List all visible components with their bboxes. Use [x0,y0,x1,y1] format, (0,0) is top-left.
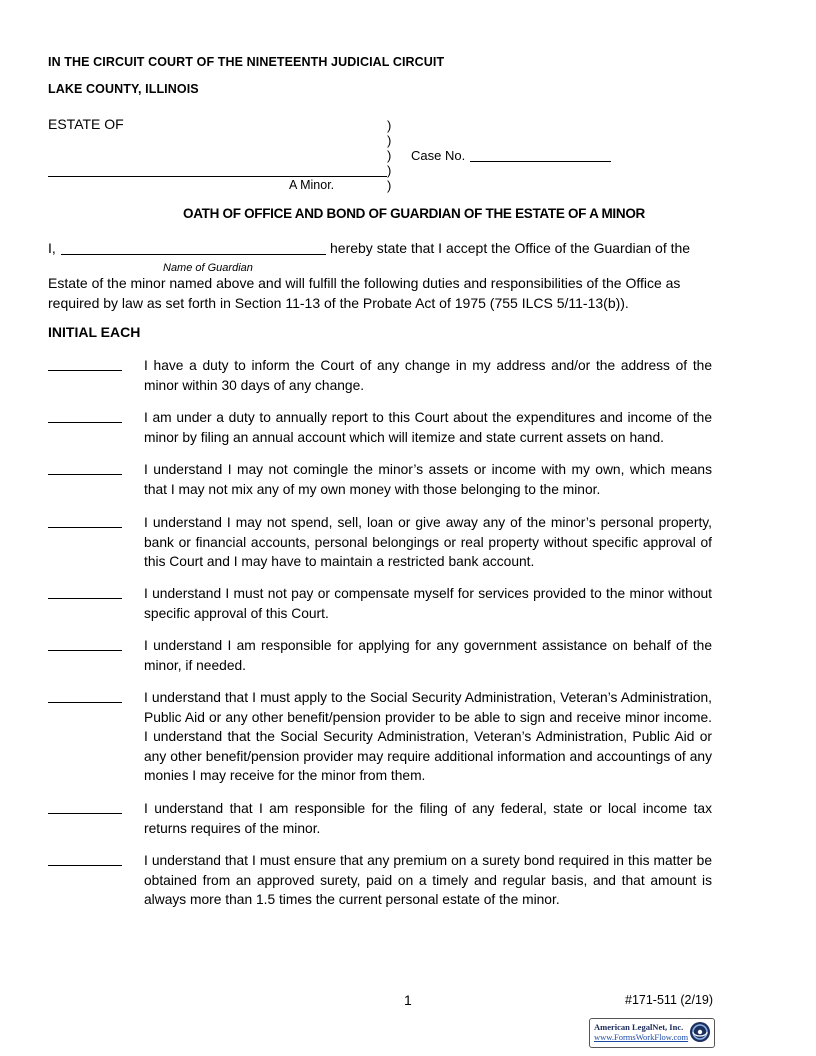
caption-paren: ) [387,118,392,133]
form-number: #171-511 (2/19) [625,993,714,1007]
initial-line[interactable] [48,598,122,599]
initial-line[interactable] [48,422,122,423]
initial-line[interactable] [48,370,122,371]
hereby-text: hereby state that I accept the Office of the Guardian of the [330,240,691,256]
a-minor-label: A Minor. [289,178,335,192]
intro-paragraph: Estate of the minor named above and will fulfill the following duties and responsibilities of the Office as required by law as set forth in Section 11-13 of the Probate Act of 1975 (755 ILCS 5/11-13(b)). [48,275,681,311]
initial-line[interactable] [48,527,122,528]
county-heading: LAKE COUNTY, ILLINOIS [48,82,199,96]
estate-of-label: ESTATE OF [48,116,124,132]
logo-website[interactable]: www.FormsWorkFlow.com [594,1032,689,1042]
logo-company-name: American LegalNet, Inc. [594,1022,684,1032]
initial-line[interactable] [48,650,122,651]
caption-paren: ) [387,148,392,163]
caption-paren: ) [387,178,392,193]
document-title: OATH OF OFFICE AND BOND OF GUARDIAN OF THE ESTATE OF A MINOR [183,206,645,221]
caption-paren: ) [387,133,392,148]
list-item: I understand I may not comingle the minor’s assets or income with my own, which means that I may not mix any of my own money with those belonging to the minor. [144,462,712,497]
list-item: I have a duty to inform the Court of any change in my address and/or the address of the minor within 30 days of any change. [144,358,712,393]
list-item: I understand that I must ensure that any premium on a surety bond required in this matter be obtained from an approved surety, paid on a timely and regular basis, and that amount is always more than 1.5 times the current personal estate of the minor. [144,853,712,907]
court-heading: IN THE CIRCUIT COURT OF THE NINETEENTH JUDICIAL CIRCUIT [48,55,445,69]
page-number: 1 [404,992,412,1008]
publisher-logo[interactable] [589,1018,715,1048]
list-item: I understand I must not pay or compensate myself for services provided to the minor without specific approval of this Court. [144,586,712,621]
initial-line[interactable] [48,813,122,814]
initial-each-heading: INITIAL EACH [48,324,141,340]
initial-line[interactable] [48,474,122,475]
list-item: I understand I am responsible for applying for any government assistance on behalf of the minor, if needed. [144,638,712,673]
globe-icon [689,1021,711,1043]
initial-line[interactable] [48,865,122,866]
case-no-label: Case No. [411,148,466,163]
minor-name-line[interactable] [48,176,387,177]
name-of-guardian-caption: Name of Guardian [163,262,253,274]
list-item: I understand that I am responsible for the filing of any federal, state or local income tax returns requires of the minor. [144,801,712,836]
case-no-line[interactable] [470,161,611,162]
guardian-name-line[interactable] [61,254,326,255]
i-label: I, [48,240,56,256]
caption-paren: ) [387,163,392,178]
list-item: I understand that I must apply to the Social Security Administration, Veteran’s Administration, Public Aid or any other benefit/pension provider to be able to sign and receive minor income. I understand that the Social Security Administration, Veteran’s Administration, Public Aid or any other benefit/pension provider may require additional information and accountings of any monies I may receive for the minor from them. [144,690,712,783]
list-item: I am under a duty to annually report to this Court about the expenditures and income of the minor by filing an annual account which will itemize and state current assets on hand. [144,410,712,445]
initial-line[interactable] [48,702,122,703]
list-item: I understand I may not spend, sell, loan or give away any of the minor’s personal property, bank or financial accounts, personal belongings or real property without specific approval of this Court and I may have to maintain a restricted bank account. [144,515,712,569]
